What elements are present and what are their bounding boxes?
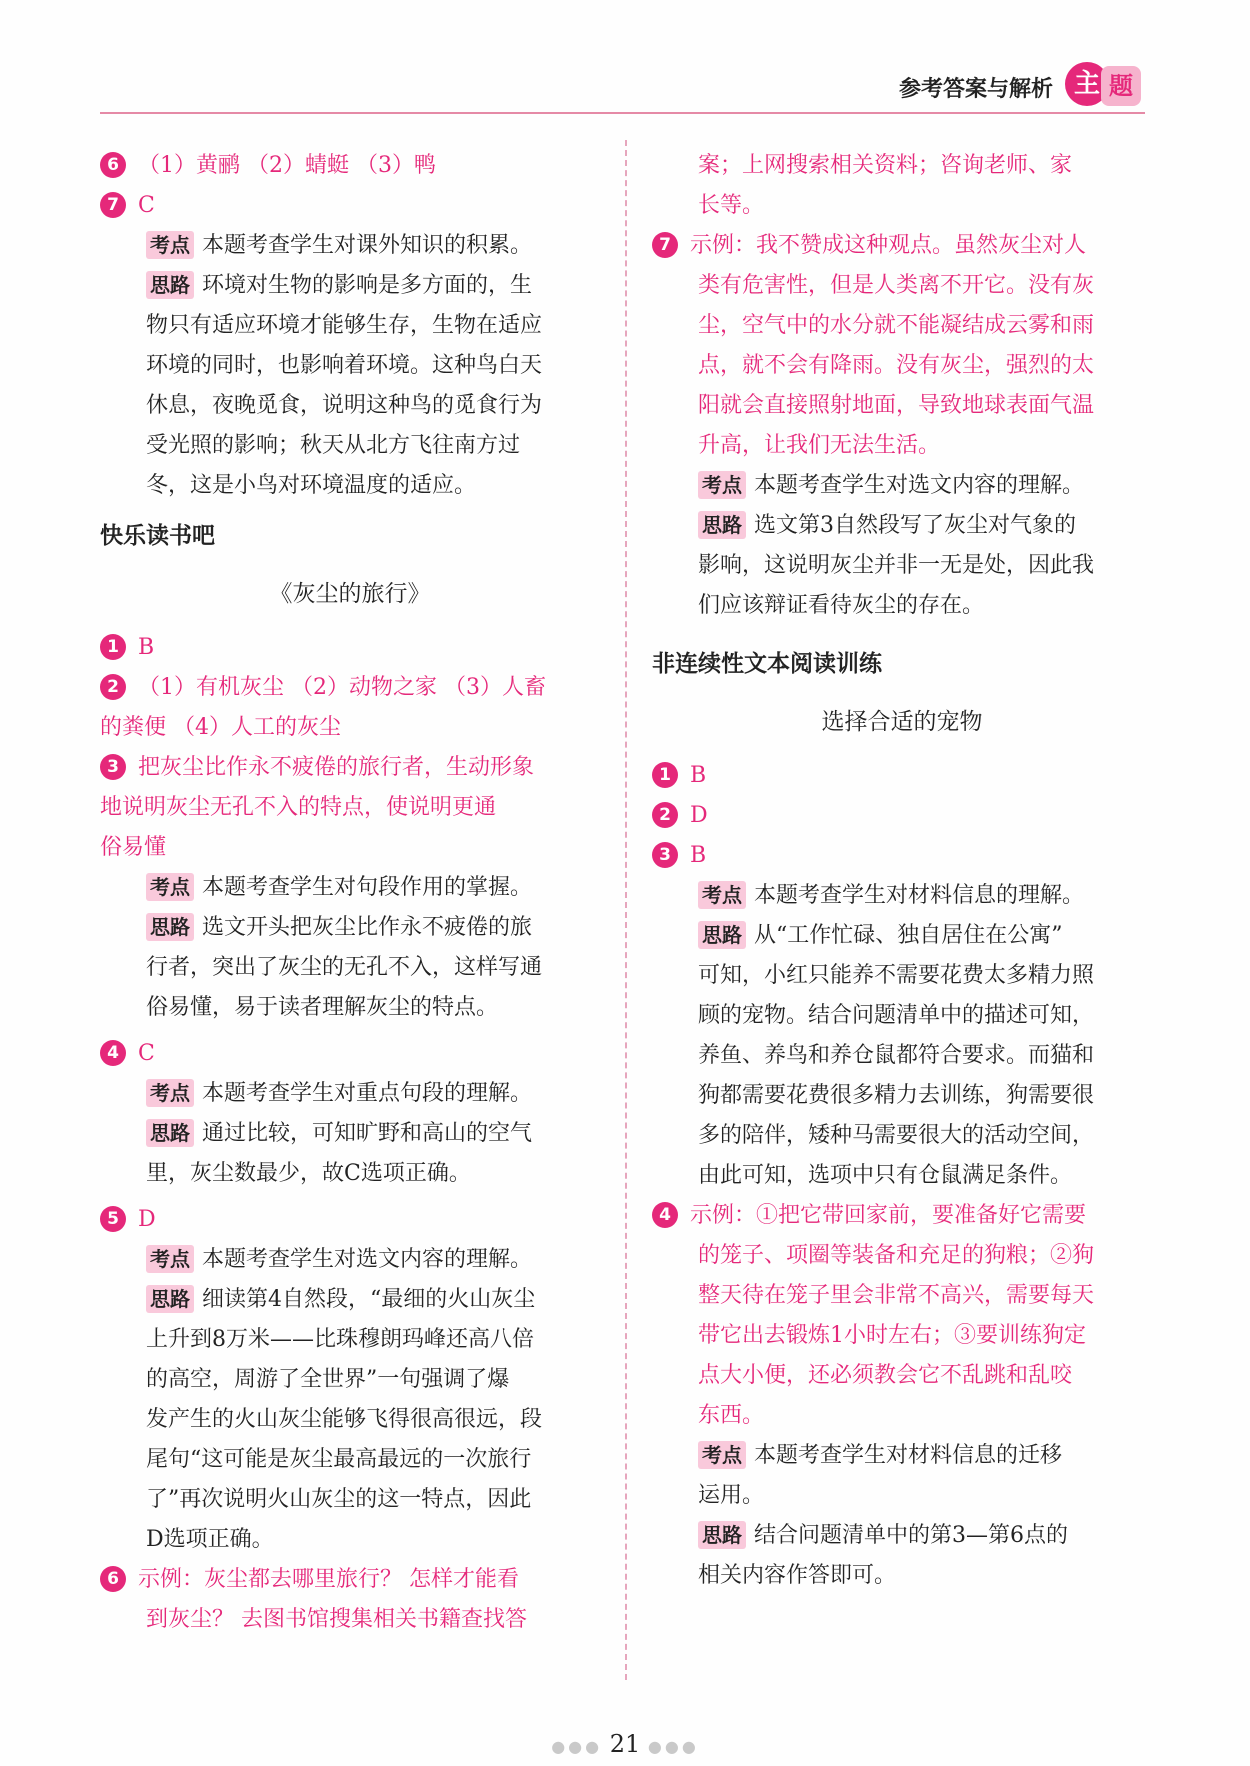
silu-tag: 思路 <box>146 271 194 299</box>
answer-5 <box>100 1200 600 1240</box>
answer-text: 带它出去锻炼1小时左右；③要训练狗定 <box>698 1323 1086 1348</box>
answer-text: 地说明灰尘无孔不入的特点，使说明更通 <box>100 795 497 820</box>
answer-b3 <box>652 836 1152 876</box>
number-badge: 6 <box>100 1566 126 1592</box>
silu-text: 选文第3自然段写了灰尘对气象的 <box>754 513 1076 538</box>
number-badge: 6 <box>100 152 126 178</box>
number-badge: 7 <box>652 232 678 258</box>
right-column <box>652 146 1152 1596</box>
kaodian-3 <box>100 868 600 908</box>
answer-b2 <box>652 796 1152 836</box>
silu-text: 可知，小红只能养不需要花费太多精力照 <box>698 963 1095 988</box>
silu-text: 多的陪伴，矮种马需要很大的活动空间， <box>698 1123 1095 1148</box>
silu-7 <box>652 506 1152 546</box>
answer-4 <box>100 1034 600 1074</box>
kaodian-tag: 考点 <box>698 1441 746 1469</box>
silu-tag: 思路 <box>698 1521 746 1549</box>
number-badge: 5 <box>100 1206 126 1232</box>
kaodian-text: 本题考查学生对选文内容的理解。 <box>754 473 1085 498</box>
silu-text: 顾的宠物。结合问题清单中的描述可知， <box>698 1003 1095 1028</box>
answer-q6 <box>100 146 600 186</box>
left-column <box>100 146 600 1640</box>
silu-tag: 思路 <box>698 921 746 949</box>
answer-b1 <box>652 756 1152 796</box>
silu-text: 相关内容作答即可。 <box>698 1563 897 1588</box>
answer-text: C <box>138 193 155 218</box>
answer-2 <box>100 668 600 708</box>
kaodian-q7 <box>100 226 600 266</box>
silu-text: 了”再次说明火山灰尘的这一特点，因此 <box>146 1487 532 1512</box>
number-badge: 2 <box>652 802 678 828</box>
answer-text: D <box>690 803 708 828</box>
answer-6 <box>100 1560 600 1600</box>
silu-text: 选文开头把灰尘比作永不疲倦的旅 <box>202 915 533 940</box>
kaodian-7 <box>652 466 1152 506</box>
page-number-text: 21 <box>609 1730 641 1758</box>
silu-text: 物只有适应环境才能够生存，生物在适应 <box>146 313 543 338</box>
answer-text: 俗易懂 <box>100 835 167 860</box>
answer-text: 的笼子、项圈等装备和充足的狗粮；②狗 <box>698 1243 1095 1268</box>
silu-text: 冬，这是小鸟对环境温度的适应。 <box>146 473 477 498</box>
silu-tag: 思路 <box>146 1119 194 1147</box>
silu-text: 由此可知，选项中只有仓鼠满足条件。 <box>698 1163 1073 1188</box>
answer-text: B <box>690 763 707 788</box>
answer-text: （1）黄鹂 （2）蜻蜓 （3）鸭 <box>138 153 436 178</box>
silu-text: 尾句“这可能是灰尘最高最远的一次旅行 <box>146 1447 532 1472</box>
kaodian-text: 本题考查学生对材料信息的理解。 <box>754 883 1085 908</box>
silu-text: 狗都需要花费很多精力去训练，狗需要很 <box>698 1083 1095 1108</box>
kaodian-tag: 考点 <box>146 1079 194 1107</box>
silu-text: 影响，这说明灰尘并非一无是处，因此我 <box>698 553 1095 578</box>
answer-1 <box>100 628 600 668</box>
passage-title: 选择合适的宠物 <box>821 709 983 735</box>
silu-tag: 思路 <box>146 913 194 941</box>
topic-badge <box>1063 60 1145 108</box>
silu-text: 休息，夜晚觅食，说明这种鸟的觅食行为 <box>146 393 543 418</box>
silu-4 <box>100 1114 600 1154</box>
kaodian-text: 本题考查学生对课外知识的积累。 <box>202 233 533 258</box>
kaodian-text: 本题考查学生对句段作用的掌握。 <box>202 875 533 900</box>
answer-q7 <box>100 186 600 226</box>
silu-text: 细读第4自然段，“最细的火山灰尘 <box>202 1287 536 1312</box>
section-title: 快乐读书吧 <box>100 523 215 549</box>
answer-text: B <box>690 843 707 868</box>
silu-text: 发产生的火山灰尘能够飞得很高很远，段 <box>146 1407 543 1432</box>
answer-text: D <box>138 1207 156 1232</box>
number-badge: 1 <box>652 762 678 788</box>
silu-text: 上升到8万米——比珠穆朗玛峰还高八倍 <box>146 1327 534 1352</box>
answer-text: 尘，空气中的水分就不能凝结成云雾和雨 <box>698 313 1095 338</box>
number-badge: 3 <box>100 754 126 780</box>
number-badge: 3 <box>652 842 678 868</box>
answer-text: B <box>138 635 155 660</box>
answer-text: 把灰尘比作永不疲倦的旅行者，生动形象 <box>138 755 535 780</box>
silu-text: 通过比较，可知旷野和高山的空气 <box>202 1121 533 1146</box>
section-title: 非连续性文本阅读训练 <box>652 651 882 677</box>
answer-text: 到灰尘？ 去图书馆搜集相关书籍查找答 <box>146 1607 527 1632</box>
number-badge: 4 <box>100 1040 126 1066</box>
silu-text: 俗易懂，易于读者理解灰尘的特点。 <box>146 995 499 1020</box>
column-divider <box>625 140 627 1680</box>
silu-text: 环境对生物的影响是多方面的，生 <box>202 273 533 298</box>
silu-text: 行者，突出了灰尘的无孔不入，这样写通 <box>146 955 543 980</box>
answer-7 <box>652 226 1152 266</box>
answer-text: 东西。 <box>698 1403 765 1428</box>
kaodian-b3 <box>652 876 1152 916</box>
answer-text: 类有危害性，但是人类离不开它。没有灰 <box>698 273 1095 298</box>
answer-text: 长等。 <box>698 193 765 218</box>
badge-char-2: 题 <box>1101 66 1141 106</box>
silu-5 <box>100 1280 600 1320</box>
kaodian-text: 本题考查学生对选文内容的理解。 <box>202 1247 533 1272</box>
silu-text: 结合问题清单中的第3—第6点的 <box>754 1523 1068 1548</box>
silu-text: D选项正确。 <box>146 1527 274 1552</box>
kaodian-tag: 考点 <box>698 881 746 909</box>
silu-3 <box>100 908 600 948</box>
answer-text: （1）有机灰尘 （2）动物之家 （3）人畜 <box>138 675 546 700</box>
silu-text: 养鱼、养鸟和养仓鼠都符合要求。而猫和 <box>698 1043 1095 1068</box>
answer-text: 整天待在笼子里会非常不高兴，需要每天 <box>698 1283 1095 1308</box>
silu-tag: 思路 <box>146 1285 194 1313</box>
answer-text: 升高，让我们无法生活。 <box>698 433 941 458</box>
silu-text: 的高空，周游了全世界”一句强调了爆 <box>146 1367 510 1392</box>
answer-text: 示例：灰尘都去哪里旅行？ 怎样才能看 <box>138 1567 519 1592</box>
answer-text: C <box>138 1041 155 1066</box>
silu-text: 受光照的影响；秋天从北方飞往南方过 <box>146 433 521 458</box>
answer-text: 的粪便 （4）人工的灰尘 <box>100 715 341 740</box>
answer-text: 示例：我不赞成这种观点。虽然灰尘对人 <box>690 233 1087 258</box>
kaodian-5 <box>100 1240 600 1280</box>
kaodian-tag: 考点 <box>146 1245 194 1273</box>
silu-b4 <box>652 1516 1152 1556</box>
silu-text: 从“工作忙碌、独自居住在公寓” <box>754 923 1063 948</box>
kaodian-b4 <box>652 1436 1152 1476</box>
answer-text: 点大小便，还必须教会它不乱跳和乱咬 <box>698 1363 1073 1388</box>
answer-b4 <box>652 1196 1152 1236</box>
answer-text: 示例：①把它带回家前，要准备好它需要 <box>690 1203 1087 1228</box>
silu-text: 们应该辩证看待灰尘的存在。 <box>698 593 985 618</box>
kaodian-text: 运用。 <box>698 1483 765 1508</box>
kaodian-text: 本题考查学生对材料信息的迁移 <box>754 1443 1063 1468</box>
page-number: ●●● 21 ●●● <box>551 1730 699 1758</box>
kaodian-tag: 考点 <box>146 231 194 259</box>
kaodian-tag: 考点 <box>698 471 746 499</box>
number-badge: 1 <box>100 634 126 660</box>
badge-char-1: 主 <box>1065 62 1109 106</box>
number-badge: 2 <box>100 674 126 700</box>
silu-b3 <box>652 916 1152 956</box>
passage-title: 《灰尘的旅行》 <box>269 581 431 607</box>
silu-q7 <box>100 266 600 306</box>
silu-text: 里，灰尘数最少，故C选项正确。 <box>146 1161 471 1186</box>
header-title: 参考答案与解析 <box>898 77 1053 102</box>
silu-text: 环境的同时，也影响着环境。这种鸟白天 <box>146 353 543 378</box>
kaodian-text: 本题考查学生对重点句段的理解。 <box>202 1081 533 1106</box>
page-header <box>100 60 1145 114</box>
silu-tag: 思路 <box>698 511 746 539</box>
answer-text: 阳就会直接照射地面，导致地球表面气温 <box>698 393 1095 418</box>
kaodian-tag: 考点 <box>146 873 194 901</box>
number-badge: 7 <box>100 192 126 218</box>
number-badge: 4 <box>652 1202 678 1228</box>
answer-3 <box>100 748 600 788</box>
answer-text: 点，就不会有降雨。没有灰尘，强烈的太 <box>698 353 1095 378</box>
answer-text: 案；上网搜索相关资料；咨询老师、家 <box>698 153 1073 178</box>
kaodian-4 <box>100 1074 600 1114</box>
